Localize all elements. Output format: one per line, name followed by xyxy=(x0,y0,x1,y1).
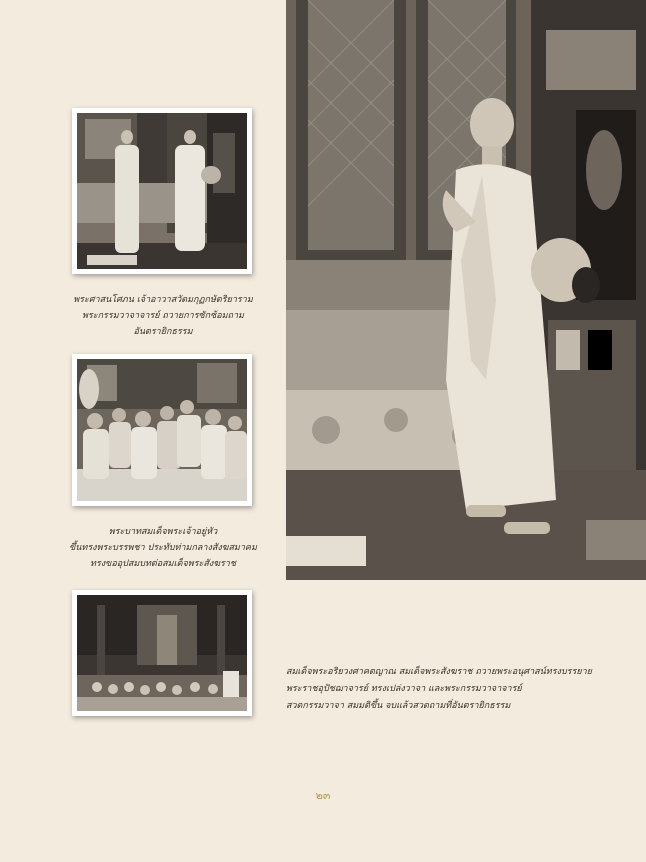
caption-line: สมเด็จพระอริยวงศาคตญาณ สมเด็จพระสังฆราช ถวายพระอนุศาสน์ทรงบรรยาย xyxy=(286,667,592,677)
caption-line: อันตรายิกธรรม xyxy=(133,327,193,337)
photo-temple-hall xyxy=(72,590,252,716)
caption-line: พระราชอุปัชฌาจารย์ ทรงเปล่งวาจา และพระกรรมวาจาจารย์ xyxy=(286,684,522,694)
photo-rehearsal xyxy=(72,108,252,274)
photo-ordination-main-image xyxy=(286,0,646,580)
caption-photo-rehearsal xyxy=(40,292,286,340)
caption-line: พระกรรมวาจาจารย์ ถวายการซักซ้อมถาม xyxy=(82,311,244,321)
caption-photo-assembly xyxy=(40,524,286,572)
caption-main-photo xyxy=(286,664,616,715)
photo-temple-hall-image xyxy=(77,595,247,711)
photo-ordination-main xyxy=(286,0,646,580)
photo-rehearsal-image xyxy=(77,113,247,269)
caption-line: ขึ้นทรงพระบรรพชา ประทับท่ามกลางสังฆสมาคม xyxy=(69,543,257,553)
caption-line: พระศาสนโศภน เจ้าอาวาสวัดมกุฏกษัตริยาราม xyxy=(73,295,253,305)
photo-assembly xyxy=(72,354,252,506)
caption-line: ทรงขออุปสมบทต่อสมเด็จพระสังฆราช xyxy=(90,559,236,569)
caption-line: สวดกรรมวาจา สมมติขึ้น จบแล้วสวดถามที่อันตรายิกธรรม xyxy=(286,701,511,711)
page-number: ๒๓ xyxy=(315,789,331,802)
caption-line: พระบาทสมเด็จพระเจ้าอยู่หัว xyxy=(108,527,218,537)
photo-assembly-image xyxy=(77,359,247,501)
